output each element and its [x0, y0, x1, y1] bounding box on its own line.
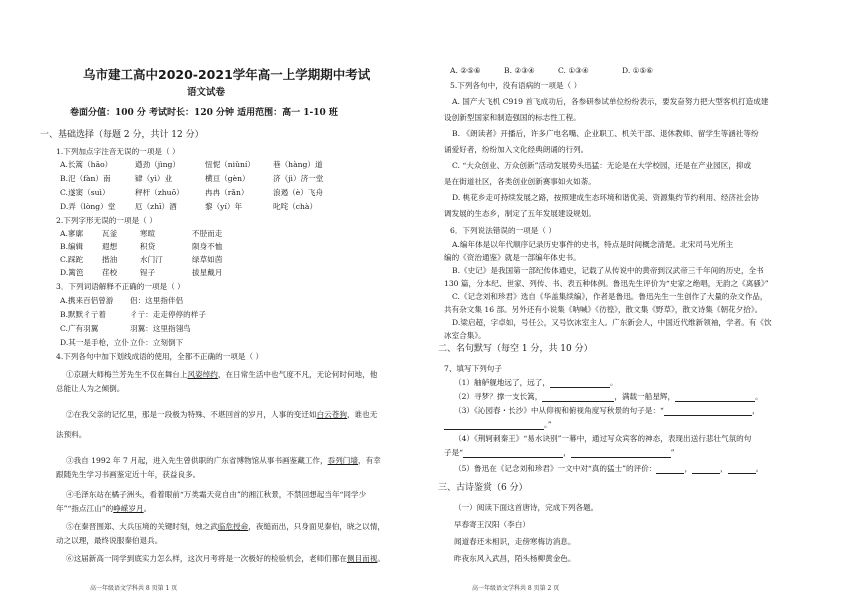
- q4-options: A. ②⑤⑥ B. ②③④ C. ①③④ D. ①⑤⑥: [450, 66, 654, 75]
- fill-4-blank-1[interactable]: [463, 449, 563, 458]
- q5-c-line2: 是在街道社区，各类创业创新赛事如火如荼。: [444, 177, 596, 186]
- q6-b-line1: B.《史记》是我国第一部纪传体通史，记载了从传说中的黄帝到汉武帝三千年间的历史，全书: [452, 266, 764, 275]
- q5-a-line2: 设创新型国家和制造强国的标志性工程。: [444, 113, 581, 122]
- fill-3-blank-2[interactable]: [444, 421, 544, 430]
- q3-option-d: D.其一是手枪，立仆立仆：立刻倒下: [60, 338, 184, 347]
- q2-option-b: B.编辑 遐想 积贷 陨身不恤: [60, 242, 223, 251]
- q5-d-line2: 调发展的生态乡，制定了五年发展建设规划。: [444, 209, 596, 218]
- fill-2-blank-2[interactable]: [675, 393, 755, 402]
- q6-d-line1: D.梁启超，字卓如，号任公，又号饮冰室主人。广东新会人，中国近代维新领袖，学者。有《饮: [452, 318, 772, 327]
- poem-instruction: （一）阅读下面这首唐诗，完成下列各题。: [454, 503, 599, 512]
- q5-c-line1: C. “大众创业、万众创新”活动发展势头迅猛：无论是在大学校园，还是在产业园区，抑或: [452, 161, 752, 170]
- section-2-heading: 二、名句默写（每空 1 分，共 10 分）: [438, 344, 593, 354]
- poem-line-2: 昨夜东风入武昌，陌头杨柳黄金色。: [454, 554, 576, 563]
- q5-a-line1: A. 国产大飞机 C919 首飞成功后，各参研参试单位纷纷表示，要发奋努力把大型客机打造成建: [452, 97, 769, 106]
- q4-item-3: ③我自 1992 年 7 月起，进入先生曾供职的广东省博物馆从事书画鉴藏工作，忝列门墙，有幸: [66, 456, 381, 465]
- q4-item-2: ②在我父亲的记忆里，那是一段极为特殊、不堪回首的岁月，人事的变迁如白云苍狗，谁也无: [66, 410, 378, 419]
- q5-b-line2: 诵爱好者，纷纷加入文化经典朗诵的行列。: [444, 145, 589, 154]
- section-3-heading: 三、古诗鉴赏（6 分）: [438, 483, 528, 493]
- question-4: 4.下列各句中加下划线成语的使用，全都不正确的一项是（ ）: [56, 352, 264, 361]
- q4-item-4: ④毛泽东站在橘子洲头，看着眼前“万类霜天竞自由”的湘江秋景，不禁回想起当年“同学少: [66, 490, 367, 499]
- fill-4-cont: 子是“ ， ”: [444, 448, 675, 457]
- fill-2: （2）寻梦？撑一支长篙， ，满载一船星辉， 。: [454, 392, 763, 401]
- q1-option-b: B.氾（fàn）南 肄（yì）业 横亘（gèn） 济（jì）济一堂: [60, 174, 324, 183]
- fill-1-blank[interactable]: [550, 379, 610, 388]
- fill-3-blank-1[interactable]: [664, 407, 752, 416]
- q1-option-a: A.长篙（hāo） 遒劲（jìng） 忸怩（niǔní） 巷（hàng）道: [60, 160, 323, 169]
- question-1: 1.下列加点字注音无误的一项是（ ）: [56, 147, 180, 156]
- q6-b-line2: 130 篇，分本纪、世家、列传、书、表五种体例。鲁迅先生评价为“史家之绝唱，无韵之《离骚》”: [444, 279, 769, 288]
- fill-5-blank-3[interactable]: [728, 465, 756, 474]
- q6-c-line1: C.《记念刘和珍君》选自《华盖集续编》，作者是鲁迅。鲁迅先生一生创作了大量的杂文作品，: [452, 292, 768, 301]
- question-3: 3．下列词语解释不正确的一项是（ ）: [56, 282, 185, 291]
- q2-option-d: D.篱笆 荏校 锃子 拔星戴月: [60, 268, 223, 277]
- q6-a-line1: A.编年体是以年代顺序记录历史事件的史书，特点是时间概念清楚。北宋司马光所主: [452, 240, 734, 249]
- fill-3: （3）《沁园春・长沙》中从仰视和俯视角度写秋景的句子是：“ ，: [454, 406, 760, 415]
- q6-d-line2: 冰室合集》。: [444, 331, 486, 340]
- section-1-heading: 一、基础选择（每题 2 分，共计 12 分）: [40, 130, 204, 140]
- exam-title: 乌市建工高中2020-2021学年高一上学期期中考试: [83, 67, 371, 82]
- q5-b-line1: B. 《朗读者》开播后，许多广电名嘴、企业职工、机关干部、退休教师、留学生等涵社等纷: [452, 129, 759, 138]
- exam-subtitle: 语文试卷: [187, 87, 226, 98]
- q2-option-c: C.踩跎 揩油 水门汀 绿草如茵: [60, 255, 223, 264]
- question-5: 5.下列各句中，没有语病的一项是（ ）: [450, 81, 582, 90]
- fill-4-blank-2[interactable]: [571, 449, 671, 458]
- q6-c-line2: 共有杂文集 16 部。另外还有小说集《呐喊》《彷徨》，散文集《野草》，散文诗集《朝花夕拾》。: [444, 305, 763, 314]
- q3-option-c: C.广有羽翼 羽翼：这里指翎鸟: [60, 324, 191, 333]
- fill-1: （1）舳舻舰地远了，远了， 。: [454, 378, 618, 387]
- poem-title: 早春寄王汉阳（李白）: [454, 520, 530, 529]
- q2-option-a: A.寥廓 瓦釜 寒暄 不胫而走: [60, 229, 223, 238]
- q4-item-1: ①京剧大师梅兰芳先生不仅在舞台上风姿绰约，在日常生活中也气度不凡，无论何时何地，他: [66, 370, 378, 379]
- page-footer: 高一年级语文学科共 8 页第 2 页: [472, 585, 560, 592]
- poem-line-1: 闻道春还未相识，走傍寒梅访消息。: [454, 537, 576, 546]
- q4-item-6: ⑥这届新高一同学到底实力怎么样，这次月考将是一次极好的检验机会，老师们都在侧目而视。: [66, 554, 385, 563]
- q4-item-5: ⑤在秦晋围郑、大兵压境的关键时刻，烛之武临危授命，夜缒而出，只身面见秦伯，晓之以情，: [66, 522, 385, 531]
- q4-item-1-cont: 总能让人为之倾倒。: [56, 384, 125, 393]
- question-2: 2.下列字形无误的一项是（ ）: [56, 216, 157, 225]
- q3-option-b: B.默默彳亍着 彳亍：走走停停的样子: [60, 310, 206, 319]
- question-6: 6．下列说法错误的一项是（ ）: [450, 226, 556, 235]
- q3-option-a: A.携来百侣曾游 侣：这里指伴侣: [60, 296, 184, 305]
- q4-item-5-cont: 动之以理，最终说服秦伯退兵。: [56, 536, 163, 545]
- fill-5-blank-1[interactable]: [656, 465, 684, 474]
- fill-2-blank-1[interactable]: [542, 393, 614, 402]
- exam-info: 卷面分值：100 分 考试时长：120 分钟 适用范围：高一 1-10 班: [70, 108, 338, 118]
- q1-option-d: D.弄（lòng）堂 厄（zhī）酒 黎（yí）年 叱咤（chà）: [60, 202, 318, 211]
- q5-d-line1: D. 桃花乡走可持续发展之路，按照建成生态环境和谐优美、资源集约节约利用、经济社会协: [452, 193, 759, 202]
- q6-a-line2: 编的《资治通鉴》就是一部编年体史书。: [444, 253, 581, 262]
- fill-3-cont: 。”: [444, 420, 552, 430]
- page-footer: 高一年级语文学科共 8 页第 1 页: [90, 585, 178, 592]
- fill-4: （4）《荆轲刺秦王》“易水诀别”一幕中，通过写众宾客的神态，表现出送行悲壮气氛的句: [454, 434, 752, 443]
- fill-5-blank-2[interactable]: [692, 465, 720, 474]
- q1-option-c: C.遂窦（suì） 秤杆（zhuō） 冉冉（rǎn） 浪遏（è）飞舟: [60, 188, 324, 197]
- q4-item-4-cont: 年”“指点江山”的峥嵘岁月。: [56, 504, 152, 513]
- question-7: 7、填写下列句子: [444, 364, 502, 373]
- right-page: [430, 0, 860, 608]
- q4-item-2-cont: 法预料。: [56, 430, 87, 439]
- q4-item-3-cont: 跟随先生学习书画鉴定近十年，获益良多。: [56, 470, 201, 479]
- fill-5: （5）鲁迅在《记念刘和珍君》一文中对“真的猛士”的评价： ， ， 。: [454, 464, 764, 473]
